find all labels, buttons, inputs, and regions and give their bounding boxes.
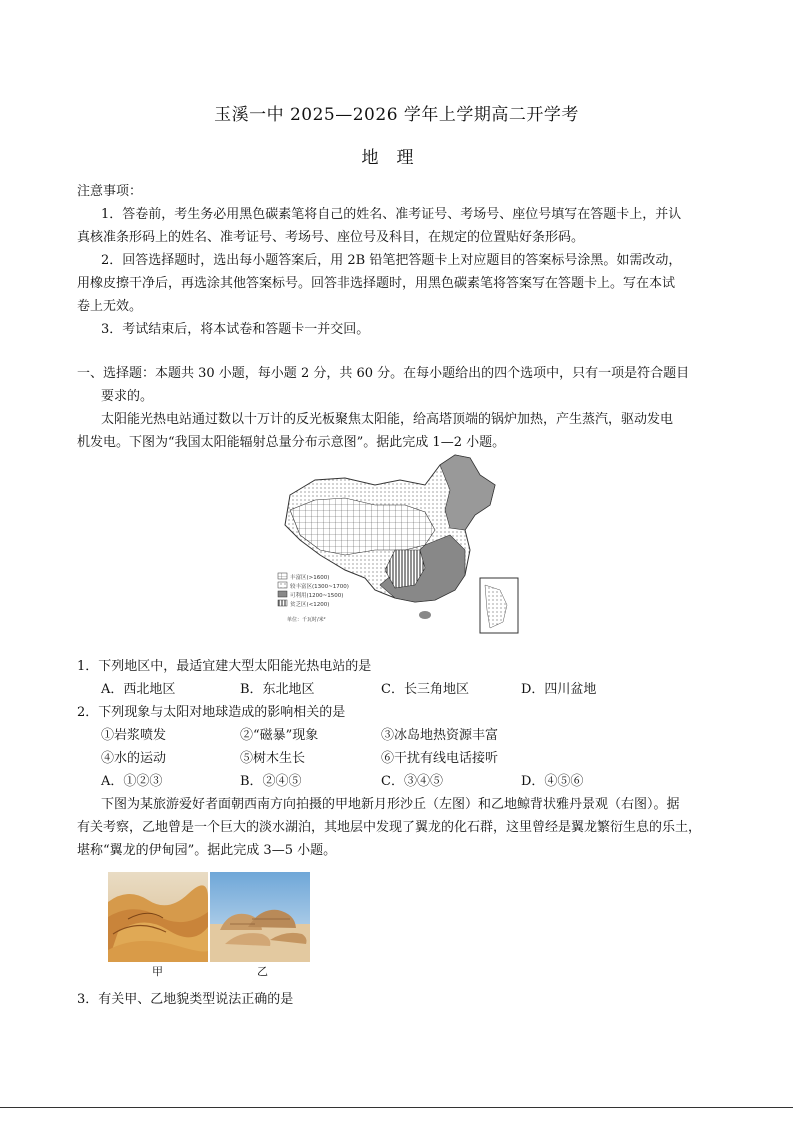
notice-item-3: 3．考试结束后，将本试卷和答题卡一并交回。	[101, 322, 370, 337]
q2-option-d: D．④⑤⑥	[521, 774, 584, 789]
q1-option-a: A．西北地区	[101, 682, 176, 697]
q2-item-4: ④水的运动	[101, 751, 167, 766]
section-heading: 一、选择题：本题共 30 小题，每小题 2 分，共 60 分。在每小题给出的四个选项中，只有一项是符合题目	[77, 366, 690, 381]
right-photo-caption: 乙	[257, 965, 268, 978]
q2-item-3: ③冰岛地热资源丰富	[381, 728, 499, 743]
yardang-photo	[210, 872, 310, 962]
bottom-rule	[0, 1107, 793, 1108]
legend-poor: 贫乏区(<1200)	[290, 602, 330, 608]
notice-item-1: 1．答卷前，考生务必用黑色碳素笔将自己的姓名、准考证号、考场号、座位号填写在答题卡上，并认	[101, 207, 682, 222]
q2-item-2: ②“磁暴”现象	[240, 728, 319, 743]
question-3-stem: 3．有关甲、乙地貌类型说法正确的是	[77, 992, 294, 1007]
passage-2-line-1: 下图为某旅游爱好者面朝西南方向拍摄的甲地新月形沙丘（左图）和乙地鲸背状雅丹景观（右图）。据	[101, 797, 680, 812]
q2-option-b: B．②④⑤	[240, 774, 302, 789]
q1-option-b: B．东北地区	[240, 682, 315, 697]
notice-item-1-cont: 真核准条形码上的姓名、准考证号、考场号、座位号及科目，在规定的位置贴好条形码。	[77, 230, 585, 245]
q1-option-d: D．四川盆地	[521, 682, 597, 697]
q2-option-a: A．①②③	[101, 774, 163, 789]
q2-option-c: C．③④⑤	[381, 774, 443, 789]
passage-2-line-2: 有关考察，乙地曾是一个巨大的淡水湖泊，其地层中发现了翼龙的化石群，这里曾经是翼龙繁衍生息的乐土，	[77, 820, 702, 835]
legend-usable: 可利用(1200~1500)	[290, 593, 344, 599]
subject-title: 地理	[361, 148, 432, 168]
legend-fairly-rich: 较丰富区(1300~1700)	[290, 584, 349, 590]
question-2-stem: 2．下列现象与太阳对地球造成的影响相关的是	[77, 705, 346, 720]
q1-option-c: C．长三角地区	[381, 682, 469, 697]
exam-title: 玉溪一中 2025—2026 学年上学期高二开学考	[214, 105, 579, 125]
notice-item-2-cont: 用橡皮擦干净后，再选涂其他答案标号。回答非选择题时，用黑色碳素笔将答案写在答题卡上。写在本试	[77, 276, 676, 291]
q2-item-6: ⑥干扰有线电话接听	[381, 751, 499, 766]
notice-item-2-cont2: 卷上无效。	[77, 299, 143, 314]
notice-item-2: 2．回答选择题时，选出每小题答案后，用 2B 铅笔把答题卡上对应题目的答案标号涂黑。如需改动，	[101, 253, 682, 268]
crescent-dune-photo	[108, 872, 208, 962]
passage-2-line-3: 堪称“翼龙的伊甸园”。据此完成 3—5 小题。	[77, 843, 337, 858]
q2-item-5: ⑤树木生长	[240, 751, 306, 766]
notice-heading: 注意事项：	[77, 184, 143, 199]
solar-radiation-map	[275, 450, 520, 635]
legend-rich: 丰富区(>1600)	[290, 575, 330, 581]
question-1-stem: 1．下列地区中，最适宜建大型太阳能光热电站的是	[77, 659, 372, 674]
map-unit: 单位：千瓦时/米²	[287, 617, 326, 623]
passage-1-line-1: 太阳能光热电站通过数以十万计的反光板聚焦太阳能，给高塔顶端的锅炉加热，产生蒸汽，驱动发电	[101, 412, 674, 427]
passage-1-line-2: 机发电。下图为“我国太阳能辐射总量分布示意图”。据此完成 1—2 小题。	[77, 435, 506, 450]
left-photo-caption: 甲	[152, 965, 163, 978]
q2-item-1: ①岩浆喷发	[101, 728, 167, 743]
section-heading-cont: 要求的。	[101, 389, 154, 404]
